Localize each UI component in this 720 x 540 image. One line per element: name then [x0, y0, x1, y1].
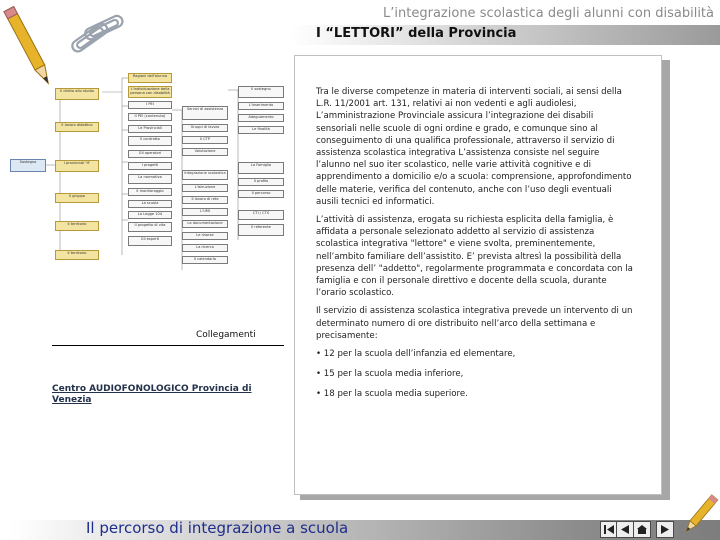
diagram-box: Il profilo [238, 178, 284, 186]
paragraph-competenze: Tra le diverse competenze in materia di interventi sociali, ai sensi della L.R. 11/2001 art. 131, relativi ai non vedenti e agli audiolesi, L’amministrazione Provinciale assicura l’integrazione dei disabili sensoriali nelle scuole di ogni ordine e grado, e comunque sino al conseguimento di una qualifica professionale, attraverso il servizio di assistenza scolastica integrativa L’assistenza consiste nel seguire l’alunno nel suo iter scolastico, nelle varie attività cognitive e di apprendimento a domicilio e/o a scuola: comprensione, approfondimento delle materie, verifica del contenuto, anche con l’uso degli eventuali ausili tecnici ed informatici. [316, 87, 632, 207]
next-arrow-icon [659, 524, 671, 535]
diagram-box: Il territorio [55, 250, 99, 260]
footer-title: Il percorso di integrazione a scuola [86, 519, 349, 537]
diagram-box: Il sostegno [238, 86, 284, 98]
diagram-box: I PEI [128, 101, 172, 109]
diagram-box: Il lavoro di rete [182, 196, 228, 204]
page-title: L’integrazione scolastica degli alunni con disabilità [383, 6, 714, 21]
diagram-box: Le finalità [238, 126, 284, 134]
diagram-box: Gli esperti [128, 236, 172, 246]
paragraph-attivita: L’attività di assistenza, erogata su richiesta esplicita della famiglia, è affidata a personale selezionato addetto al servizio di assistenza scolastica integrativa "lettore" e viene svolta, preminentemente, nell’ambito familiare dell’assistito. E’ prevista altresì la possibilità della presenza dell’ "addetto", regolarmente programmata e concordata con la famiglia e con il personale direttivo e docente della scuola, durante l’orario scolastico. [316, 215, 633, 299]
diagram-box: Integrazione scolastica [182, 170, 228, 180]
diagram-box: Servizi di assistenza [182, 106, 228, 120]
diagram-box: L'UMI [182, 208, 228, 216]
diagram-box: Valutazione [182, 148, 228, 156]
paper-clips-icon [60, 6, 130, 76]
diagram-box: Gli operatori [128, 150, 172, 158]
diagram-box: La Famiglia [238, 162, 284, 174]
home-button[interactable] [633, 521, 651, 538]
diagram-box: I provinciali 'H' [55, 160, 99, 172]
diagram-box: Il referente [238, 224, 284, 236]
home-icon [636, 524, 648, 535]
diagram-box: Il diritto allo studio [55, 88, 99, 100]
list-item: • 12 per la scuola dell’infanzia ed elementare, [316, 349, 516, 360]
diagram-box: Adeguamento [238, 114, 284, 122]
diagram-box: I progetti [128, 162, 172, 170]
previous-arrow-icon [619, 524, 631, 535]
list-item: • 18 per la scuola media superiore. [316, 389, 468, 400]
diagram-box: L'individuazione della persona con disabilità [128, 86, 172, 98]
diagram-box: Il territorio [55, 221, 99, 231]
diagram-box: Il calendario [182, 256, 228, 264]
next-page-button[interactable] [656, 521, 674, 538]
center-audiofonologico-link[interactable]: Centro AUDIOFONOLOGICO Provincia di Venezia [52, 384, 252, 405]
diagram-box: Il progetto di vita [128, 222, 172, 232]
diagram-box: La normativa [128, 174, 172, 184]
diagram-box: Il monitoraggio [128, 188, 172, 196]
paragraph-servizio: Il servizio di assistenza scolastica integrativa prevede un intervento di un determinato numero di ore distribuito nell’arco della settimana e precisamente: [316, 306, 633, 341]
section-subtitle: I “LETTORI” della Provincia [316, 26, 517, 41]
previous-page-button[interactable] [616, 521, 634, 538]
diagram-box: Ragioni dell'alunno [128, 73, 172, 83]
diagram-box: Le Provinciali [128, 125, 172, 133]
diagram-box: Sostegno [10, 159, 46, 172]
hours-list [316, 348, 634, 401]
diagram-box: La scuola [128, 200, 172, 208]
diagram-box: Il gruppo [55, 193, 99, 203]
diagram-box: CTI / CTS [238, 210, 284, 220]
diagram-box: Il contratto [128, 136, 172, 146]
diagram-box: L'istruzione [182, 184, 228, 192]
skip-back-icon [603, 524, 615, 535]
diagram-box: Gruppi di lavoro [182, 124, 228, 132]
note-card-body [316, 86, 634, 409]
diagram-box: La documentazione [182, 220, 228, 228]
diagram-box: La Legge 104 [128, 211, 172, 219]
diagram-box: Il PEI (contenuto) [128, 113, 172, 121]
pencil-icon [680, 492, 720, 538]
list-item: • 15 per la scuola media inferiore, [316, 369, 464, 380]
links-heading: Collegamenti [196, 330, 256, 340]
diagram-box: Il CTP [182, 136, 228, 144]
diagram-box: Il lavoro didattico [55, 122, 99, 132]
concept-map [10, 70, 300, 270]
divider [52, 345, 284, 346]
diagram-box: Il percorso [238, 190, 284, 198]
diagram-box: La ricerca [182, 244, 228, 252]
diagram-box: Le risorse [182, 232, 228, 240]
diagram-box: L'inserimento [238, 102, 284, 110]
